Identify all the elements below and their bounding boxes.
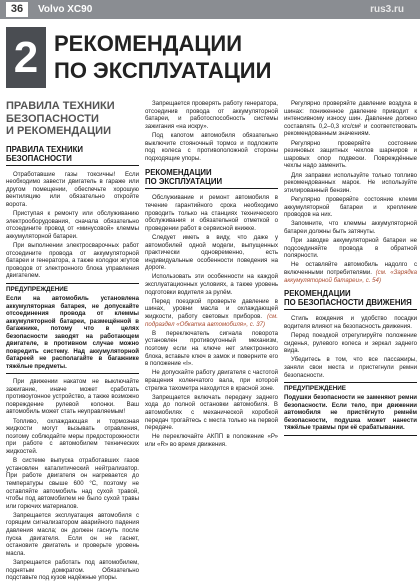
paragraph: Следует иметь в виду, что даже у автомобилей одной модели, выпущенных практически одновременно, есть индивидуальные особенности поведения на дороге. [145,233,278,272]
subsection-heading-line: БЕЗОПАСНОСТИ [6,153,72,163]
paragraph: В переключатель сигнала поворота установлен противоугонный механизм, поэтому если на ключе нет электронного блока, вставьте ключ в замок и поверните его в положение «I». [145,329,278,368]
paragraph: Запрещается эксплуатация автомобиля с горящим сигнализатором аварийного падения давления масла; он должен гаснуть после пуска двигателя. Если он не гаснет, остановите двигатель и проверьте уровень масла. [6,511,139,557]
page-number: 36 [6,2,28,17]
chapter-title [54,30,414,84]
paragraph: Стиль вождения и удобство посадки водителя влияют на безопасность движения. [284,315,417,330]
paragraph: Регулярно проверяйте состояние клемм аккумуляторной батареи и крепление проводов на них. [284,195,417,219]
column-1 [6,100,139,583]
warning-heading: ПРЕДУПРЕЖДЕНИЕ [6,286,68,293]
running-title: Volvo XC90 [38,4,93,15]
column-2 [145,100,278,450]
subsection-heading-line: ПО ЭКСПЛУАТАЦИИ [145,177,223,187]
warning-text: Если на автомобиль установлена аккумуляторная батарея, не допускайте отсоединения провода от клеммы аккумуляторной батареи, размещённой в багажнике, потому что в целях безопасности заводят на работающем двигателе, в противном случае можно повредить систему. Над аккумуляторной батареей не располагайте в багажнике тяжёлые предметы. [6,295,139,370]
paragraph: Не допускайте работу двигателя с частотой вращения коленчатого вала, при которой стрелка тахометра находится в красной зоне. [145,369,278,392]
subsection-heading-line: РЕКОМЕНДАЦИИ [145,168,212,178]
paragraph: При выполнении электросварочных работ отсоедините провода от аккумуляторной батареи и генератора, а также колодки жгутов проводов от электронного блока управления двигателем. [6,242,139,280]
paragraph: Под капотом автомобиля обязательно выключите стояночный тормоз и подложите под колеса с противоположной стороны подходящие упоры. [145,131,278,162]
warning-text: Подушки безопасности не заменяют ремни безопасности. Если тело, при движении автомобиля не пристёгнуто ремнём безопасности, подушка может нанести тяжёлые травмы при её срабатывании. [284,394,417,432]
subsection-heading [284,289,417,310]
paragraph: Использовать эти особенности на каждой эксплуатационных условиях, а также уровень подготовки водителя за рулём. [145,273,278,296]
paragraph: Запрещается проверять работу генератора, отсоединив провода от аккумуляторной батареи, и работоспособность системы зажигания «на искру». [145,100,278,130]
paragraph: Перед поездкой отрегулируйте положение сиденья, рулевого колеса и зеркал заднего вида. [284,332,417,355]
paragraph: Регулярно проверяйте состояние резиновых защитных чехлов шарниров и шаровых опор подвески. Повреждённые чехлы надо заменить. [284,139,417,170]
chapter-title-line-2: ПО ЭКСПЛУАТАЦИИ [54,58,272,83]
subsection-heading [145,168,278,189]
chapter-number: 2 [6,27,46,88]
paragraph [145,298,278,328]
paragraph: Отработавшие газы токсичны! Если необходимо завести двигатель в гараже или другом помещении, обеспечьте хорошую вентиляцию или обязательно откройте ворота. [6,170,139,208]
paragraph: Для заправки используйте только топливо рекомендованных марок. Не используйте этилированный бензин. [284,171,417,194]
chapter-title-line-1: РЕКОМЕНДАЦИИ [54,31,243,56]
section-title [6,100,139,138]
subsection-heading-line: РЕКОМЕНДАЦИИ [284,289,351,299]
section-title-line: И РЕКОМЕНДАЦИИ [6,125,111,137]
paragraph-text: Не оставляйте автомобиль надолго с включенными потребителями. [284,261,417,277]
column-3 [284,100,417,440]
paragraph: Запомните, что клеммы аккумуляторной батареи должны быть затянуты. [284,220,417,235]
warning-box [284,382,417,436]
cross-reference: (см. подраздел «Обкатка автомобиля», с. 37) [145,313,278,328]
section-title-line: БЕЗОПАСНОСТИ [6,112,99,125]
paragraph: Регулярно проверяйте давление воздуха в шинах: пониженное давление приводит к интенсивному износу шин. Давление должно составлять 0,2–0,3 кгс/см² и соответствовать рекомендованным значениям. [284,100,417,138]
paragraph: Топливо, охлаждающая и тормозная жидкости могут вызывать отравления, поэтому соблюдайте меры предосторожности при работе с автомобилем технических жидкостей. [6,417,139,455]
paragraph: Приступая к ремонту или обслуживанию электрооборудования, сначала обязательно отсоедините провод от «минусовой» клеммы аккумуляторной батареи. [6,210,139,240]
subsection-heading-line: ПРАВИЛА ТЕХНИКИ [6,144,84,154]
section-title-line: ПРАВИЛА ТЕХНИКИ [6,100,115,112]
paragraph: Запрещается включать передачу заднего хода до полной остановки автомобиля. В автомобилях с механической коробкой передач трогайтесь с места только на первой передаче. [145,393,278,432]
subsection-heading [6,145,139,166]
warning-heading: ПРЕДУПРЕЖДЕНИЕ [284,385,346,393]
paragraph: Убедитесь в том, что все пассажиры, заняли свои места и пристегнули ремни безопасности. [284,356,417,379]
paragraph: Обслуживание и ремонт автомобиля в течение гарантийного срока необходимо проводить только на станциях технического обслуживания и обязательной отметкой о проведении работ в сервисной книжке. [145,194,278,232]
header-bar [0,0,420,19]
paragraph: Запрещается работать под автомобилем, поднятым домкратом. Обязательно подставьте под кузов надёжные упоры. [6,559,139,582]
paragraph: При заводке аккумуляторной батареи не подсоединяйте провода в обратной полярности. [284,237,417,260]
cross-reference: (см. «Зарядка аккумуляторной батареи», с. 54) [284,269,417,284]
paragraph-text: Перед поездкой проверьте давление в шинах, уровни масла и охлаждающей жидкости, работу световых приборов. [145,297,278,321]
paragraph [284,261,417,284]
site-label: rus3.ru [370,4,404,15]
paragraph: В системе выпуска отработавших газов установлен каталитический нейтрализатор. При работе двигателя он нагревается до температуры свыше 600 °С, поэтому не оставляйте автомобиль над сухой травой, чтобы под автомобилем не было сухой травы или горючих материалов. [6,457,139,510]
subsection-heading-line: ПО БЕЗОПАСНОСТИ ДВИЖЕНИЯ [284,298,412,308]
warning-box [6,283,139,374]
paragraph: При движении накатом не выключайте зажигание, иначе может сработать противоугонное устройство, а также возможно повреждение рулевой колонки. Ваш автомобиль может стать неуправляемым! [6,378,139,416]
paragraph: Не переключайте АКПП в положение «Р» или «R» во время движения. [145,433,278,448]
